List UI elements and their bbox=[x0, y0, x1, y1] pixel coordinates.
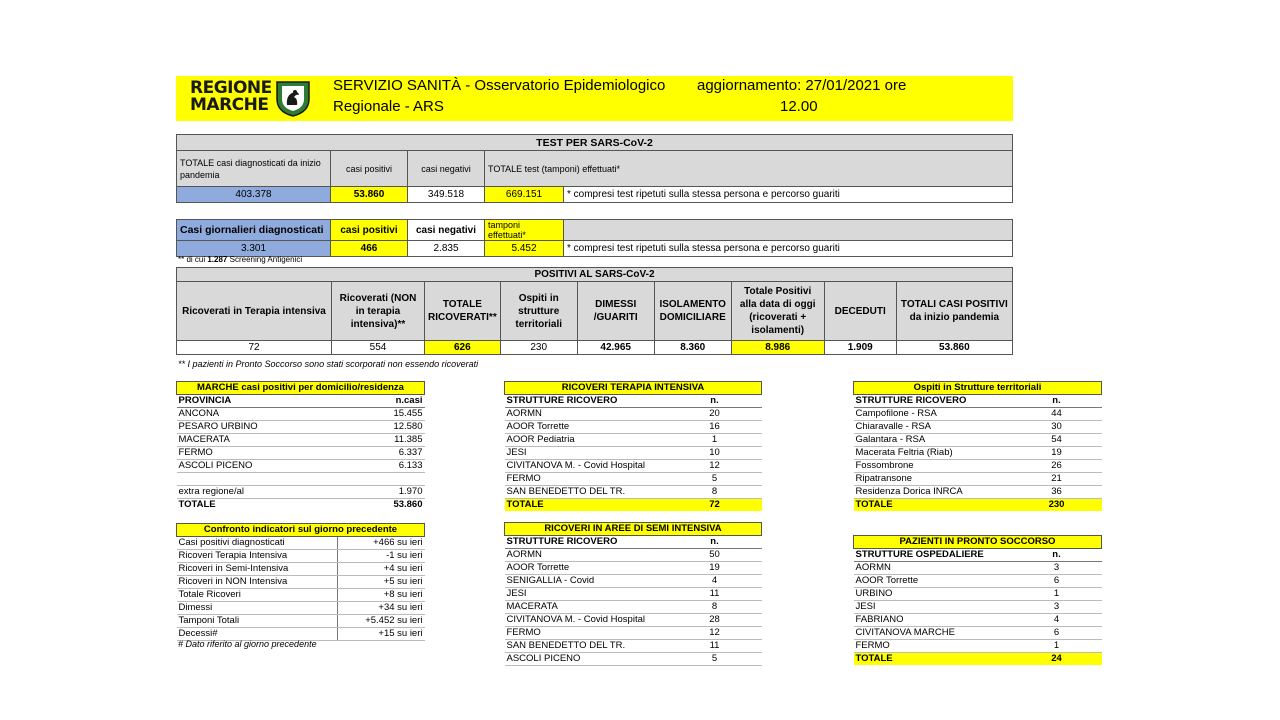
province-col-value: n.casi bbox=[354, 395, 425, 408]
test-col-positivi: casi positivi bbox=[331, 151, 408, 187]
test-col-negativi: casi negativi bbox=[408, 151, 485, 187]
pronto-soccorso-note: ** I pazienti in Pronto Soccorso sono stati scorporati non essendo ricoverati bbox=[178, 359, 479, 369]
ps-total-label: TOTALE bbox=[854, 653, 1012, 666]
ps-row: FABRIANO 4 bbox=[854, 614, 1102, 627]
confronto-row: Casi positivi diagnosticati +466 su ieri bbox=[178, 537, 423, 548]
daily-col-empty bbox=[564, 220, 1013, 241]
service-title-line1: SERVIZIO SANITÀ - Osservatorio Epidemiologico bbox=[333, 77, 666, 94]
positivi-value: 554 bbox=[332, 341, 425, 355]
territoriali-title: Ospiti in Strutture territoriali bbox=[854, 382, 1102, 395]
confronto-title: Confronto indicatori sul giorno precedente bbox=[177, 524, 425, 537]
positivi-header: Ricoverati in Terapia intensiva bbox=[177, 282, 332, 341]
daily-value-casi: 3.301 bbox=[177, 241, 331, 257]
terapia-intensiva-title: RICOVERI TERAPIA INTENSIVA bbox=[505, 382, 762, 395]
province-total-value: 53.860 bbox=[354, 499, 425, 512]
ti-row: AOOR Torrette 16 bbox=[505, 421, 762, 434]
ps-col-name: STRUTTURE OSPEDALIERE bbox=[854, 549, 1012, 562]
semi-intensiva-title: RICOVERI IN AREE DI SEMI INTENSIVA bbox=[505, 523, 762, 536]
confronto-row: Dimessi +34 su ieri bbox=[178, 602, 423, 613]
ti-col-value: n. bbox=[668, 395, 762, 408]
positivi-header: Ospiti in strutture territoriali bbox=[500, 282, 577, 341]
pronto-soccorso-table bbox=[853, 535, 1102, 665]
positivi-header: DECEDUTI bbox=[824, 282, 896, 341]
confronto-table bbox=[176, 523, 425, 641]
ter-col-name: STRUTTURE RICOVERO bbox=[854, 395, 1012, 408]
ti-row: SAN BENEDETTO DEL TR. 8 bbox=[505, 486, 762, 499]
confronto-row: Ricoveri in NON Intensiva +5 su ieri bbox=[178, 576, 423, 587]
ter-row: Galantara - RSA 54 bbox=[854, 434, 1102, 447]
ps-row: FERMO 1 bbox=[854, 640, 1102, 653]
test-value-totale-casi: 403.378 bbox=[177, 187, 331, 203]
test-note: * compresi test ripetuti sulla stessa persona e percorso guariti bbox=[564, 187, 1013, 203]
semi-intensiva-table bbox=[504, 522, 762, 666]
positivi-header: Totale Positivi alla data di oggi (ricoverati + isolamenti) bbox=[731, 282, 824, 341]
daily-value-positivi: 466 bbox=[331, 241, 408, 257]
ter-row: Chiaravalle - RSA 30 bbox=[854, 421, 1102, 434]
province-row: MACERATA 11.385 bbox=[178, 434, 423, 445]
screening-prefix: ** di cui bbox=[178, 255, 206, 264]
positivi-title: POSITIVI AL SARS-CoV-2 bbox=[177, 268, 1013, 282]
province-row: extra regione/al 1.970 bbox=[178, 486, 423, 497]
test-col-totale-test: TOTALE test (tamponi) effettuati* bbox=[485, 151, 1013, 187]
positivi-value: 8.360 bbox=[654, 341, 731, 355]
positivi-value: 72 bbox=[177, 341, 332, 355]
positivi-table bbox=[176, 267, 1013, 355]
test-title: TEST PER SARS-CoV-2 bbox=[177, 135, 1013, 151]
screening-value: 1.287 bbox=[207, 255, 228, 264]
confronto-row: Decessi# +15 su ieri bbox=[178, 628, 423, 639]
ti-row: JESI 10 bbox=[505, 447, 762, 460]
si-row: SENIGALLIA - Covid 4 bbox=[505, 575, 762, 588]
confronto-row: Ricoveri in Semi-Intensiva +4 su ieri bbox=[178, 563, 423, 574]
si-row: AORMN 50 bbox=[505, 549, 762, 562]
positivi-header: ISOLAMENTO DOMICILIARE bbox=[654, 282, 731, 341]
province-col-name: PROVINCIA bbox=[177, 395, 354, 408]
positivi-value: 230 bbox=[500, 341, 577, 355]
ps-row: AOOR Torrette 6 bbox=[854, 575, 1102, 588]
ti-row: FERMO 5 bbox=[505, 473, 762, 486]
service-title-line2: Regionale - ARS bbox=[333, 98, 444, 115]
si-row: SAN BENEDETTO DEL TR. 11 bbox=[505, 640, 762, 653]
terapia-intensiva-table bbox=[504, 381, 762, 511]
daily-col-positivi: casi positivi bbox=[331, 220, 408, 241]
daily-cases-table bbox=[176, 219, 1013, 257]
daily-col-tamponi: tamponi effettuati* bbox=[485, 220, 564, 241]
positivi-value: 53.860 bbox=[896, 341, 1012, 355]
si-row: JESI 11 bbox=[505, 588, 762, 601]
confronto-note: # Dato riferito al giorno precedente bbox=[178, 639, 317, 649]
update-line1: aggiornamento: 27/01/2021 ore bbox=[697, 77, 907, 94]
coat-of-arms-icon bbox=[274, 79, 312, 117]
province-title: MARCHE casi positivi per domicilio/residenza bbox=[177, 382, 425, 395]
ter-row: Macerata Feltria (Riab) 19 bbox=[854, 447, 1102, 460]
ter-total-value: 230 bbox=[1012, 499, 1102, 512]
ti-row: AORMN 20 bbox=[505, 408, 762, 421]
province-row: FERMO 6.337 bbox=[178, 447, 423, 458]
province-row: PESARO URBINO 12.580 bbox=[178, 421, 423, 432]
positivi-value: 1.909 bbox=[824, 341, 896, 355]
si-row: MACERATA 8 bbox=[505, 601, 762, 614]
ti-row: CIVITANOVA M. - Covid Hospital 12 bbox=[505, 460, 762, 473]
province-total-label: TOTALE bbox=[177, 499, 354, 512]
ter-col-value: n. bbox=[1012, 395, 1102, 408]
test-sars-table bbox=[176, 134, 1013, 203]
positivi-header: TOTALE RICOVERATI** bbox=[425, 282, 501, 341]
ter-row: Residenza Dorica INRCA 36 bbox=[854, 486, 1102, 499]
positivi-value: 42.965 bbox=[577, 341, 654, 355]
regione-marche-logo bbox=[186, 78, 316, 118]
daily-value-negativi: 2.835 bbox=[408, 241, 485, 257]
screening-suffix: Screening Antigenici bbox=[229, 255, 303, 264]
ps-col-value: n. bbox=[1012, 549, 1102, 562]
pronto-soccorso-title: PAZIENTI IN PRONTO SOCCORSO bbox=[854, 536, 1102, 549]
ter-row: Ripatransone 21 bbox=[854, 473, 1102, 486]
si-col-name: STRUTTURE RICOVERO bbox=[505, 536, 668, 549]
daily-note: * compresi test ripetuti sulla stessa persona e percorso guariti bbox=[564, 241, 1013, 257]
si-row: AOOR Torrette 19 bbox=[505, 562, 762, 575]
confronto-row: Ricoveri Terapia Intensiva -1 su ieri bbox=[178, 550, 423, 561]
province-table bbox=[176, 381, 425, 511]
ps-row: JESI 3 bbox=[854, 601, 1102, 614]
province-row bbox=[177, 473, 425, 486]
screening-note bbox=[178, 255, 302, 264]
si-row: FERMO 12 bbox=[505, 627, 762, 640]
daily-col-casi-giornalieri: Casi giornalieri diagnosticati bbox=[177, 220, 331, 241]
si-row: CIVITANOVA M. - Covid Hospital 28 bbox=[505, 614, 762, 627]
positivi-header: TOTALI CASI POSITIVI da inizio pandemia bbox=[896, 282, 1012, 341]
daily-col-negativi: casi negativi bbox=[408, 220, 485, 241]
positivi-header: Ricoverati (NON in terapia intensiva)** bbox=[332, 282, 425, 341]
ti-total-value: 72 bbox=[668, 499, 762, 512]
province-row: ASCOLI PICENO 6.133 bbox=[178, 460, 423, 471]
test-value-totale-test: 669.151 bbox=[485, 187, 564, 203]
province-row: ANCONA 15.455 bbox=[178, 408, 423, 419]
test-col-totale-casi: TOTALE casi diagnosticati da inizio pandemia bbox=[177, 151, 331, 187]
positivi-header: DIMESSI /GUARITI bbox=[577, 282, 654, 341]
daily-value-tamponi: 5.452 bbox=[485, 241, 564, 257]
test-value-positivi: 53.860 bbox=[331, 187, 408, 203]
si-row: ASCOLI PICENO 5 bbox=[505, 653, 762, 666]
ps-row: CIVITANOVA MARCHE 6 bbox=[854, 627, 1102, 640]
ti-row: AOOR Pediatria 1 bbox=[505, 434, 762, 447]
update-line2: 12.00 bbox=[780, 98, 818, 115]
confronto-row: Totale Ricoveri +8 su ieri bbox=[178, 589, 423, 600]
ps-total-value: 24 bbox=[1012, 653, 1102, 666]
ps-row: AORMN 3 bbox=[854, 562, 1102, 575]
logo-line2: MARCHE bbox=[190, 95, 269, 115]
ter-row: Fossombrone 26 bbox=[854, 460, 1102, 473]
ti-col-name: STRUTTURE RICOVERO bbox=[505, 395, 668, 408]
territoriali-table bbox=[853, 381, 1102, 511]
test-value-negativi: 349.518 bbox=[408, 187, 485, 203]
logo-line1: REGIONE bbox=[190, 78, 272, 98]
positivi-value: 626 bbox=[425, 341, 501, 355]
ps-row: URBINO 1 bbox=[854, 588, 1102, 601]
positivi-value: 8.986 bbox=[731, 341, 824, 355]
ti-total-label: TOTALE bbox=[505, 499, 668, 512]
confronto-row: Tamponi Totali +5.452 su ieri bbox=[178, 615, 423, 626]
ter-row: Campofilone - RSA 44 bbox=[854, 408, 1102, 421]
si-col-value: n. bbox=[668, 536, 762, 549]
ter-total-label: TOTALE bbox=[854, 499, 1012, 512]
